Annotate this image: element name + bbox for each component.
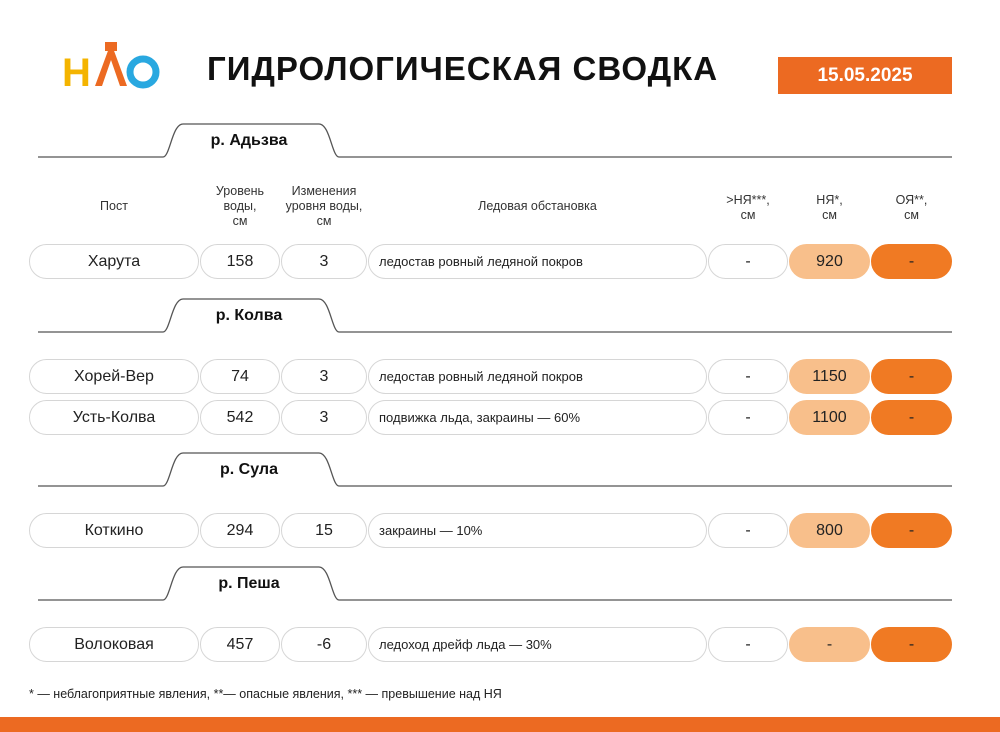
ice-conditions: ледостав ровный ледяной покров xyxy=(368,359,707,394)
above-ny-value: - xyxy=(708,244,788,279)
ny-value: 1100 xyxy=(789,400,870,435)
river-name: р. Пеша xyxy=(218,575,280,592)
col-header-gt-ny: >НЯ***, см xyxy=(726,193,770,222)
water-level: 294 xyxy=(200,513,280,548)
oy-value: - xyxy=(871,359,952,394)
post-name: Волоковая xyxy=(29,627,199,662)
water-level: 542 xyxy=(200,400,280,435)
river-name: р. Сула xyxy=(220,461,278,478)
above-ny-value: - xyxy=(708,400,788,435)
level-change: 3 xyxy=(281,244,367,279)
above-ny-value: - xyxy=(708,627,788,662)
river-name: р. Адьзва xyxy=(210,132,288,149)
oy-value: - xyxy=(871,400,952,435)
post-name: Коткино xyxy=(29,513,199,548)
ny-value: 920 xyxy=(789,244,870,279)
nao-logo xyxy=(62,42,162,90)
oy-value: - xyxy=(871,627,952,662)
oy-value: - xyxy=(871,513,952,548)
ice-conditions: ледоход дрейф льда — 30% xyxy=(368,627,707,662)
ice-conditions: подвижка льда, закраины — 60% xyxy=(368,400,707,435)
ice-conditions: закраины — 10% xyxy=(368,513,707,548)
ny-value: 800 xyxy=(789,513,870,548)
footnote: * — неблагоприятные явления, **— опасные явления, *** — превышение над НЯ xyxy=(29,687,502,701)
water-level: 74 xyxy=(200,359,280,394)
ny-value: - xyxy=(789,627,870,662)
col-header-level: Уровень воды, см xyxy=(215,184,265,228)
col-header-post: Пост xyxy=(100,199,128,213)
bottom-accent-bar xyxy=(0,717,1000,732)
water-level: 457 xyxy=(200,627,280,662)
water-level: 158 xyxy=(200,244,280,279)
ny-value: 1150 xyxy=(789,359,870,394)
col-header-ice: Ледовая обстановка xyxy=(478,199,597,213)
level-change: 3 xyxy=(281,359,367,394)
date-badge: 15.05.2025 xyxy=(778,57,952,94)
post-name: Харута xyxy=(29,244,199,279)
river-name: р. Колва xyxy=(215,307,283,324)
above-ny-value: - xyxy=(708,513,788,548)
col-header-ny: НЯ*, см xyxy=(816,193,843,222)
ice-conditions: ледостав ровный ледяной покров xyxy=(368,244,707,279)
col-header-change: Изменения уровня воды, см xyxy=(285,184,363,228)
level-change: -6 xyxy=(281,627,367,662)
post-name: Хорей-Вер xyxy=(29,359,199,394)
oy-value: - xyxy=(871,244,952,279)
col-header-oy: ОЯ**, см xyxy=(895,193,928,222)
post-name: Усть-Колва xyxy=(29,400,199,435)
svg-text:Н: Н xyxy=(62,51,91,90)
level-change: 3 xyxy=(281,400,367,435)
above-ny-value: - xyxy=(708,359,788,394)
page-title: ГИДРОЛОГИЧЕСКАЯ СВОДКА xyxy=(207,50,719,87)
level-change: 15 xyxy=(281,513,367,548)
